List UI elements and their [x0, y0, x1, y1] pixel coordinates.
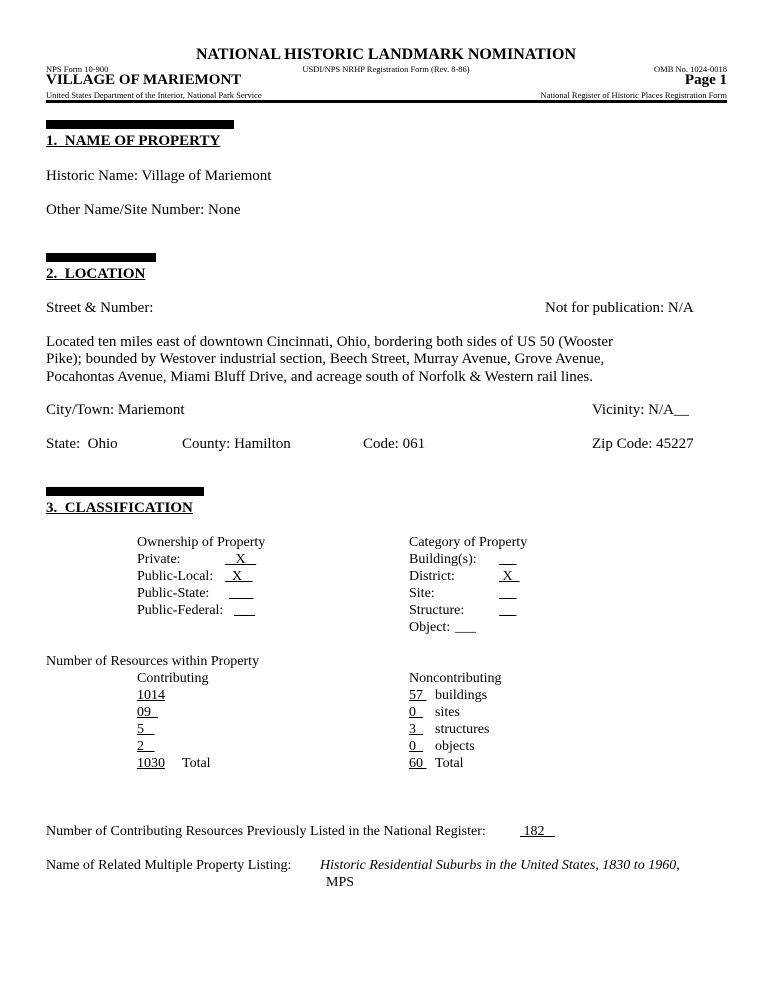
- section-3-heading: 3. CLASSIFICATION: [46, 500, 193, 516]
- related-listing-label: Name of Related Multiple Property Listing:: [46, 858, 292, 873]
- ownership-value: [229, 586, 254, 602]
- contributing-title: Contributing: [137, 671, 209, 686]
- not-for-publication: Not for publication: N/A: [545, 300, 694, 316]
- category-label: Structure:: [409, 603, 465, 618]
- related-listing-suffix: MPS: [326, 875, 355, 890]
- ownership-label: Private:: [137, 552, 181, 567]
- noncontributing-value: 3: [409, 722, 423, 737]
- category-title: Category of Property: [409, 535, 528, 550]
- noncontributing-label: Total: [435, 756, 464, 771]
- page-number: Page 1: [684, 72, 727, 88]
- noncontributing-value: 57: [409, 688, 427, 703]
- category-value: ___: [455, 620, 476, 635]
- category-label: District:: [409, 569, 455, 584]
- noncontributing-label: objects: [435, 739, 475, 754]
- location-description-line: Pike); bounded by Westover industrial section, Beech Street, Murray Avenue, Grove Avenue,: [46, 351, 605, 367]
- noncontributing-label: buildings: [435, 688, 488, 703]
- ownership-title: Ownership of Property: [137, 535, 266, 550]
- contributing-total-label: Total: [182, 756, 211, 771]
- ownership-label: Public-Local:: [137, 569, 214, 584]
- location-description-line: Located ten miles east of downtown Cincinnati, Ohio, bordering both sides of US 50 (Wooster: [46, 334, 614, 350]
- ownership-label: Public-Federal:: [137, 603, 224, 618]
- noncontributing-title: Noncontributing: [409, 671, 502, 686]
- state: State: Ohio: [46, 436, 118, 452]
- contributing-value: 2: [137, 739, 155, 754]
- contributing-value: 09: [137, 705, 158, 720]
- city-town: City/Town: Mariemont: [46, 402, 185, 418]
- section-1-heading: 1. NAME OF PROPERTY: [46, 133, 221, 149]
- noncontributing-value: 0: [409, 739, 423, 754]
- form-name: USDI/NPS NRHP Registration Form (Rev. 8-86): [302, 64, 470, 74]
- zip-code: Zip Code: 45227: [592, 436, 694, 452]
- county: County: Hamilton: [182, 436, 291, 452]
- contributing-value: 1014: [137, 688, 165, 703]
- location-description-line: Pocahontas Avenue, Miami Bluff Drive, and acreage south of Norfolk & Western rail lines.: [46, 369, 593, 385]
- noncontributing-value: 60: [409, 756, 427, 771]
- document-title: NATIONAL HISTORIC LANDMARK NOMINATION: [195, 46, 577, 63]
- previously-listed-label: Number of Contributing Resources Previously Listed in the National Register:: [46, 824, 486, 839]
- category-value: [499, 603, 517, 619]
- section-bar-2: [46, 253, 156, 262]
- contributing-value: 1030: [137, 756, 165, 771]
- noncontributing-label: structures: [435, 722, 490, 737]
- street-label: Street & Number:: [46, 300, 154, 316]
- noncontributing-label: sites: [435, 705, 460, 720]
- header-rule: [46, 100, 727, 103]
- omb-number: OMB No. 1024-0018: [654, 64, 727, 74]
- related-listing-value: Historic Residential Suburbs in the United States, 1830 to 1960,: [320, 858, 680, 873]
- code: Code: 061: [363, 436, 426, 452]
- section-bar-3: [46, 487, 204, 496]
- section-2-heading: 2. LOCATION: [46, 266, 146, 282]
- vicinity: Vicinity: N/A__: [592, 402, 690, 418]
- other-name: Other Name/Site Number: None: [46, 202, 241, 218]
- property-name: VILLAGE OF MARIEMONT: [46, 72, 242, 88]
- category-value: X: [499, 569, 520, 584]
- resources-title: Number of Resources within Property: [46, 654, 260, 669]
- form-number: NPS Form 10-900: [46, 64, 109, 74]
- category-value: [499, 586, 517, 602]
- register-line: National Register of Historic Places Registration Form: [540, 90, 727, 100]
- ownership-value: [234, 603, 255, 619]
- category-label: Building(s):: [409, 552, 477, 567]
- category-label: Site:: [409, 586, 435, 601]
- category-value: [499, 552, 517, 568]
- category-label: Object:: [409, 620, 451, 635]
- previously-listed-value: 182: [520, 824, 555, 839]
- ownership-value: X: [225, 569, 253, 584]
- contributing-value: 5: [137, 722, 155, 737]
- department-line: United States Department of the Interior, National Park Service: [46, 90, 262, 100]
- historic-name: Historic Name: Village of Mariemont: [46, 168, 272, 184]
- section-bar-1: [46, 120, 234, 129]
- ownership-label: Public-State:: [137, 586, 210, 601]
- noncontributing-value: 0: [409, 705, 423, 720]
- ownership-value: X: [225, 552, 257, 567]
